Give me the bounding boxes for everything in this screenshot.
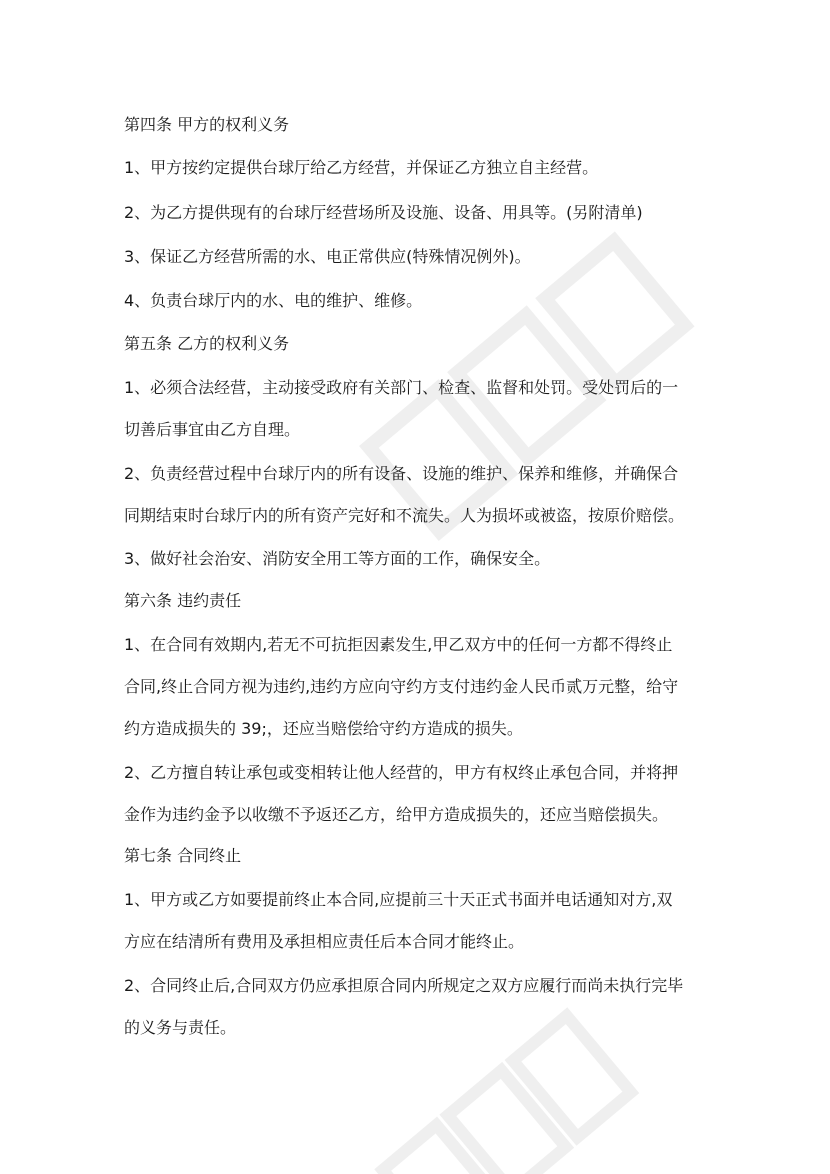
article-4-item-1: 1、甲方按约定提供台球厅给乙方经营，并保证乙方独立自主经营。 (124, 158, 599, 177)
article-6-heading: 第六条 违约责任 (124, 591, 242, 610)
article-6-item-1-line-2: 合同,终止合同方视为违约,违约方应向守约方支付违约金人民币贰万元整，给守 (124, 677, 679, 696)
article-5-item-1-line-2: 切善后事宜由乙方自理。 (124, 420, 301, 439)
article-5-item-3: 3、做好社会治安、消防安全用工等方面的工作，确保安全。 (124, 549, 551, 568)
article-6-item-1-line-3: 约方造成损失的 39;，还应当赔偿给守约方造成的损失。 (124, 719, 523, 738)
article-5-item-2-line-1: 2、负责经营过程中台球厅内的所有设备、设施的维护、保养和维修，并确保合 (124, 464, 679, 483)
article-7-heading: 第七条 合同终止 (124, 846, 242, 865)
article-5-heading: 第五条 乙方的权利义务 (124, 334, 290, 353)
article-6-item-2-line-1: 2、乙方擅自转让承包或变相转让他人经营的，甲方有权终止承包合同，并将押 (124, 763, 679, 782)
article-7-item-2-line-2: 的义务与责任。 (124, 1018, 237, 1037)
article-4-item-3: 3、保证乙方经营所需的水、电正常供应(特殊情况例外)。 (124, 247, 531, 266)
article-7-item-1-line-2: 方应在结清所有费用及承担相应责任后本合同才能终止。 (124, 932, 525, 951)
article-5-item-2-line-2: 同期结束时台球厅内的所有资产完好和不流失。人为损坏或被盗，按原价赔偿。 (124, 506, 685, 525)
article-5-item-1-line-1: 1、必须合法经营，主动接受政府有关部门、检查、监督和处罚。受处罚后的一 (124, 378, 679, 397)
article-7-item-2-line-1: 2、合同终止后,合同双方仍应承担原合同内所规定之双方应履行而尚未执行完毕 (124, 976, 684, 995)
article-4-item-4: 4、负责台球厅内的水、电的维护、维修。 (124, 291, 423, 310)
article-6-item-1-line-1: 1、在合同有效期内,若无不可抗拒因素发生,甲乙双方中的任何一方都不得终止 (124, 635, 673, 654)
article-4-heading: 第四条 甲方的权利义务 (124, 115, 290, 134)
article-7-item-1-line-1: 1、甲方或乙方如要提前终止本合同,应提前三十天正式书面并电话通知对方,双 (124, 890, 673, 909)
article-4-item-2: 2、为乙方提供现有的台球厅经营场所及设施、设备、用具等。(另附清单) (124, 203, 643, 222)
article-6-item-2-line-2: 金作为违约金予以收缴不予返还乙方，给甲方造成损失的，还应当赔偿损失。 (124, 805, 669, 824)
document-body (124, 108, 710, 1039)
